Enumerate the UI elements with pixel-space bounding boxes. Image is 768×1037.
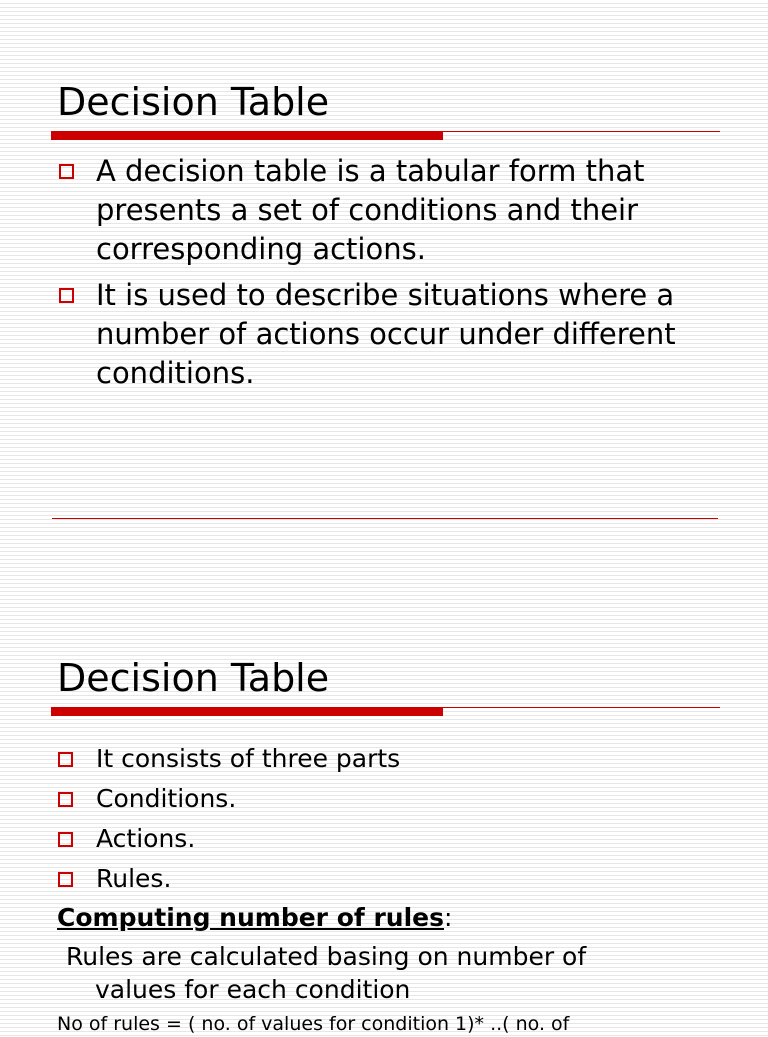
bullet-text: Conditions.: [96, 784, 237, 813]
slide-2-title: Decision Table: [57, 656, 330, 700]
bullet-text: It consists of three parts: [96, 744, 401, 773]
bullet-text: It is used to describe situations where a number of actions occur under different conditions.: [96, 278, 676, 390]
bullet-text: A decision table is a tabular form that presents a set of conditions and their corresponding actions.: [96, 154, 645, 266]
subheading-text: Computing number of rules: [57, 903, 444, 932]
slide-1-title: Decision Table: [57, 80, 330, 124]
square-bullet-icon: [58, 872, 73, 887]
list-item: [59, 276, 719, 393]
formula-text: No of rules = ( no. of values for condition 1)* ..( no. of: [57, 1013, 570, 1035]
paragraph-line-1: Rules are calculated basing on number of: [66, 942, 587, 971]
square-bullet-icon: [59, 164, 74, 179]
subheading: [57, 898, 452, 938]
list-item: [59, 152, 719, 269]
slide-1-bullet-list: [59, 152, 719, 400]
title-underline-thick: [51, 707, 443, 716]
title-underline-thick: [51, 131, 443, 140]
title-underline-thin: [443, 707, 720, 708]
square-bullet-icon: [58, 752, 73, 767]
list-item: [58, 779, 718, 819]
bullet-text: Actions.: [96, 824, 196, 853]
title-underline-thin: [443, 131, 720, 132]
subheading-colon: :: [444, 903, 453, 932]
square-bullet-icon: [59, 288, 74, 303]
square-bullet-icon: [58, 792, 73, 807]
list-item: [58, 859, 718, 899]
list-item: [58, 819, 718, 859]
paragraph-line-2: values for each condition: [95, 975, 411, 1004]
paragraph: [66, 940, 716, 1006]
bullet-text: Rules.: [96, 864, 172, 893]
list-item: [58, 739, 718, 779]
slide-divider: [52, 518, 718, 519]
slide-2-bullet-list: [58, 739, 718, 899]
square-bullet-icon: [58, 832, 73, 847]
